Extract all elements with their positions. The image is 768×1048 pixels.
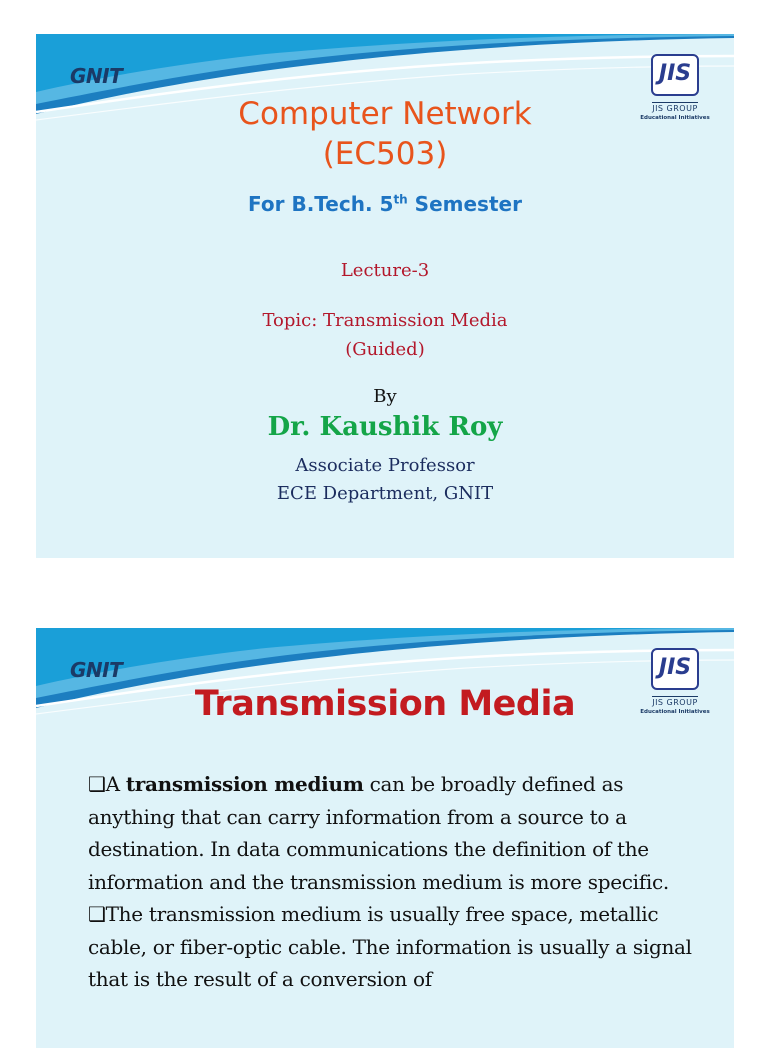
title-slide (36, 34, 734, 558)
bullet-paragraph (88, 768, 698, 898)
gnit-logo: GNIT (70, 658, 123, 682)
jis-logo-mark: JIS (651, 648, 699, 690)
subtitle-post: Semester (407, 192, 522, 216)
jis-group-text: JIS GROUP (652, 698, 698, 707)
bullet-paragraph (88, 898, 698, 996)
para2-text: The transmission medium is usually free space, metallic cable, or fiber-optic cable. The information is usually a signal that is the result of a conversion of (88, 902, 692, 991)
checkbox-bullet-icon: ❑ (88, 902, 106, 926)
para1-keyword: transmission medium (125, 772, 364, 796)
gnit-logo: GNIT (70, 64, 123, 88)
content-slide (36, 628, 734, 1048)
topic-line2: (Guided) (345, 339, 425, 360)
slide-body (88, 768, 698, 996)
course-code: (EC503) (322, 136, 448, 172)
subtitle-pre: For B.Tech. 5 (248, 192, 394, 216)
jis-tagline: Educational Initiatives (640, 115, 710, 121)
author-name: Dr. Kaushik Roy (267, 412, 503, 442)
jis-logo-mark: JIS (651, 54, 699, 96)
checkbox-bullet-icon: ❑ (88, 772, 106, 796)
course-subtitle (36, 192, 734, 216)
course-title (36, 94, 734, 174)
para1-text: can be broadly defined as anything that can carry information from a source to a destination. In data communications the definition of the information and the transmission medium is more specific. (88, 772, 669, 894)
jis-group-text: JIS GROUP (652, 104, 698, 113)
lecture-number: Lecture-3 (340, 260, 430, 281)
jis-tagline: Educational Initiatives (640, 709, 710, 715)
subtitle-sup: th (393, 192, 408, 207)
lecture-topic (36, 306, 734, 364)
author-role: Associate Professor (295, 455, 475, 476)
topic-line1: Topic: Transmission Media (262, 310, 508, 331)
slide-heading: Transmission Media (194, 684, 576, 724)
by-label: By (373, 386, 397, 407)
author-affiliation (36, 452, 734, 508)
para1-pre: A (105, 772, 126, 796)
course-title-line1: Computer Network (238, 96, 532, 132)
author-department: ECE Department, GNIT (276, 483, 494, 504)
